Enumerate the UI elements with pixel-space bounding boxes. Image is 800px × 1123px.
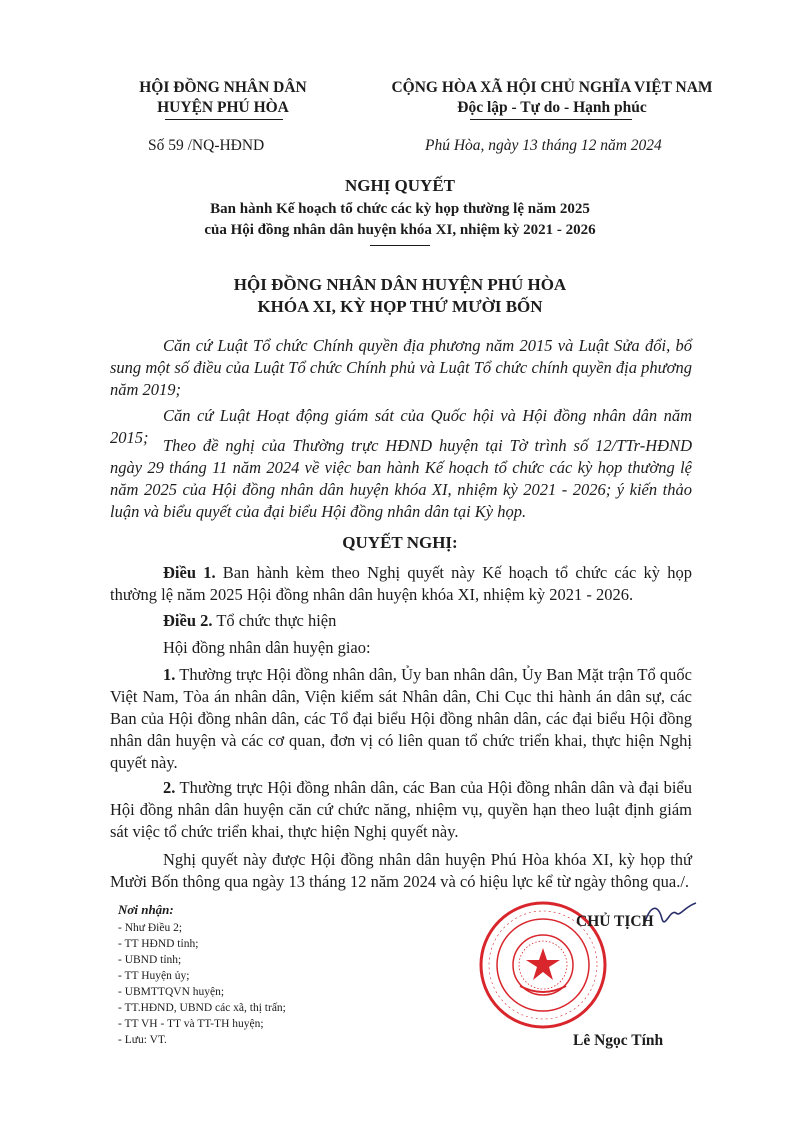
org-name-line2: HUYỆN PHÚ HÒA (157, 99, 289, 116)
preamble-legal-basis-1: Căn cứ Luật Tổ chức Chính quyền địa phương năm 2015 và Luật Sửa đổi, bổ sung một số điều của Luật Tổ chức Chính phủ và Luật Tổ chức chính quyền địa phương năm 2019; (110, 336, 692, 399)
article-2-item-1 (110, 664, 692, 774)
article-1 (110, 562, 692, 606)
item-2-text: Thường trực Hội đồng nhân dân, các Ban của Hội đồng nhân dân và đại biểu Hội đồng nhân dân huyện căn cứ chức năng, nhiệm vụ, quyền hạn theo luật định giám sát việc tổ chức triển khai, thực hiện Nghị quyết này. (110, 778, 692, 841)
item-1-label: 1. (163, 665, 176, 684)
signatory-name: Lê Ngọc Tính (573, 1032, 664, 1049)
recipient-item: - Như Điều 2; (118, 922, 183, 934)
assignment-intro: Hội đồng nhân dân huyện giao: (163, 638, 371, 657)
recipient-item: - UBND tỉnh; (118, 954, 182, 966)
preamble-legal-basis-2: Căn cứ Luật Hoạt động giám sát của Quốc hội và Hội đồng nhân dân năm 2015; (110, 406, 692, 447)
org-name-line1: HỘI ĐỒNG NHÂN DÂN (139, 79, 307, 96)
document-number: Số 59 /NQ-HĐND (148, 137, 265, 154)
signatory-title: CHỦ TỊCH (576, 913, 654, 930)
motto-underline (470, 119, 632, 120)
place-and-date: Phú Hòa, ngày 13 tháng 12 năm 2024 (425, 137, 662, 154)
document-subtitle-line2: của Hội đồng nhân dân huyện khóa XI, nhiệm kỳ 2021 - 2026 (204, 222, 596, 238)
council-name: HỘI ĐỒNG NHÂN DÂN HUYỆN PHÚ HÒA (233, 275, 567, 294)
recipient-item: - TT VH - TT và TT-TH huyện; (118, 1018, 264, 1030)
document-title: NGHỊ QUYẾT (344, 176, 456, 195)
recipient-item: - TT HĐND tỉnh; (118, 938, 199, 950)
document-subtitle-line1: Ban hành Kế hoạch tổ chức các kỳ họp thường lệ năm 2025 (210, 201, 590, 217)
recipient-item: - TT.HĐND, UBND các xã, thị trấn; (118, 1002, 286, 1014)
decision-heading: QUYẾT NGHỊ: (342, 533, 458, 552)
article-2-item-2 (110, 777, 692, 843)
article-2-text: Tổ chức thực hiện (212, 611, 337, 630)
issuing-organization (118, 78, 328, 118)
article-1-text: Ban hành kèm theo Nghị quyết này Kế hoạch tổ chức các kỳ họp thường lệ năm 2025 Hội đồng nhân dân huyện khóa XI, nhiệm kỳ 2021 - 2026. (110, 563, 693, 604)
recipient-item: - UBMTTQVN huyện; (118, 986, 225, 998)
recipient-item: - TT Huyện ủy; (118, 970, 190, 982)
country-motto: Độc lập - Tự do - Hạnh phúc (457, 99, 647, 116)
article-2-label: Điều 2. (163, 611, 213, 630)
item-2-label: 2. (163, 778, 176, 797)
title-divider (370, 245, 430, 246)
preamble-proposal: Theo đề nghị của Thường trực HĐND huyện tại Tờ trình số 12/TTr-HĐND ngày 29 tháng 11 năm 2024 về việc ban hành Kế hoạch tổ chức các kỳ họp thường lệ năm 2025 của Hội đồng nhân dân huyện khóa XI, nhiệm kỳ 2021 - 2026; ý kiến thảo luận và biểu quyết của đại biểu Hội đồng nhân dân tại Kỳ họp. (110, 436, 692, 521)
recipients-list (118, 920, 286, 1048)
article-2 (110, 610, 692, 632)
country-name: CỘNG HÒA XÃ HỘI CHỦ NGHĨA VIỆT NAM (391, 79, 713, 96)
national-title (352, 78, 752, 118)
recipients-heading: Nơi nhận: (118, 902, 174, 917)
council-session: KHÓA XI, KỲ HỌP THỨ MƯỜI BỐN (257, 297, 543, 316)
closing-paragraph: Nghị quyết này được Hội đồng nhân dân huyện Phú Hòa khóa XI, kỳ họp thứ Mười Bốn thông qua ngày 13 tháng 12 năm 2024 và có hiệu lực kể từ ngày thông qua./. (110, 850, 692, 891)
item-1-text: Thường trực Hội đồng nhân dân, Ủy ban nhân dân, Ủy Ban Mặt trận Tổ quốc Việt Nam, Tòa án nhân dân, Viện kiểm sát Nhân dân, Chi Cục thi hành án dân sự, các Ban của Hội đồng nhân dân, các Tổ đại biểu Hội đồng nhân dân, các đại biểu Hội đồng nhân dân huyện và các cơ quan, đơn vị có liên quan tổ chức triển khai, thực hiện Nghị quyết này. (110, 665, 692, 772)
recipient-item: - Lưu: VT. (118, 1034, 167, 1046)
article-1-label: Điều 1. (163, 563, 216, 582)
org-underline (165, 119, 283, 120)
